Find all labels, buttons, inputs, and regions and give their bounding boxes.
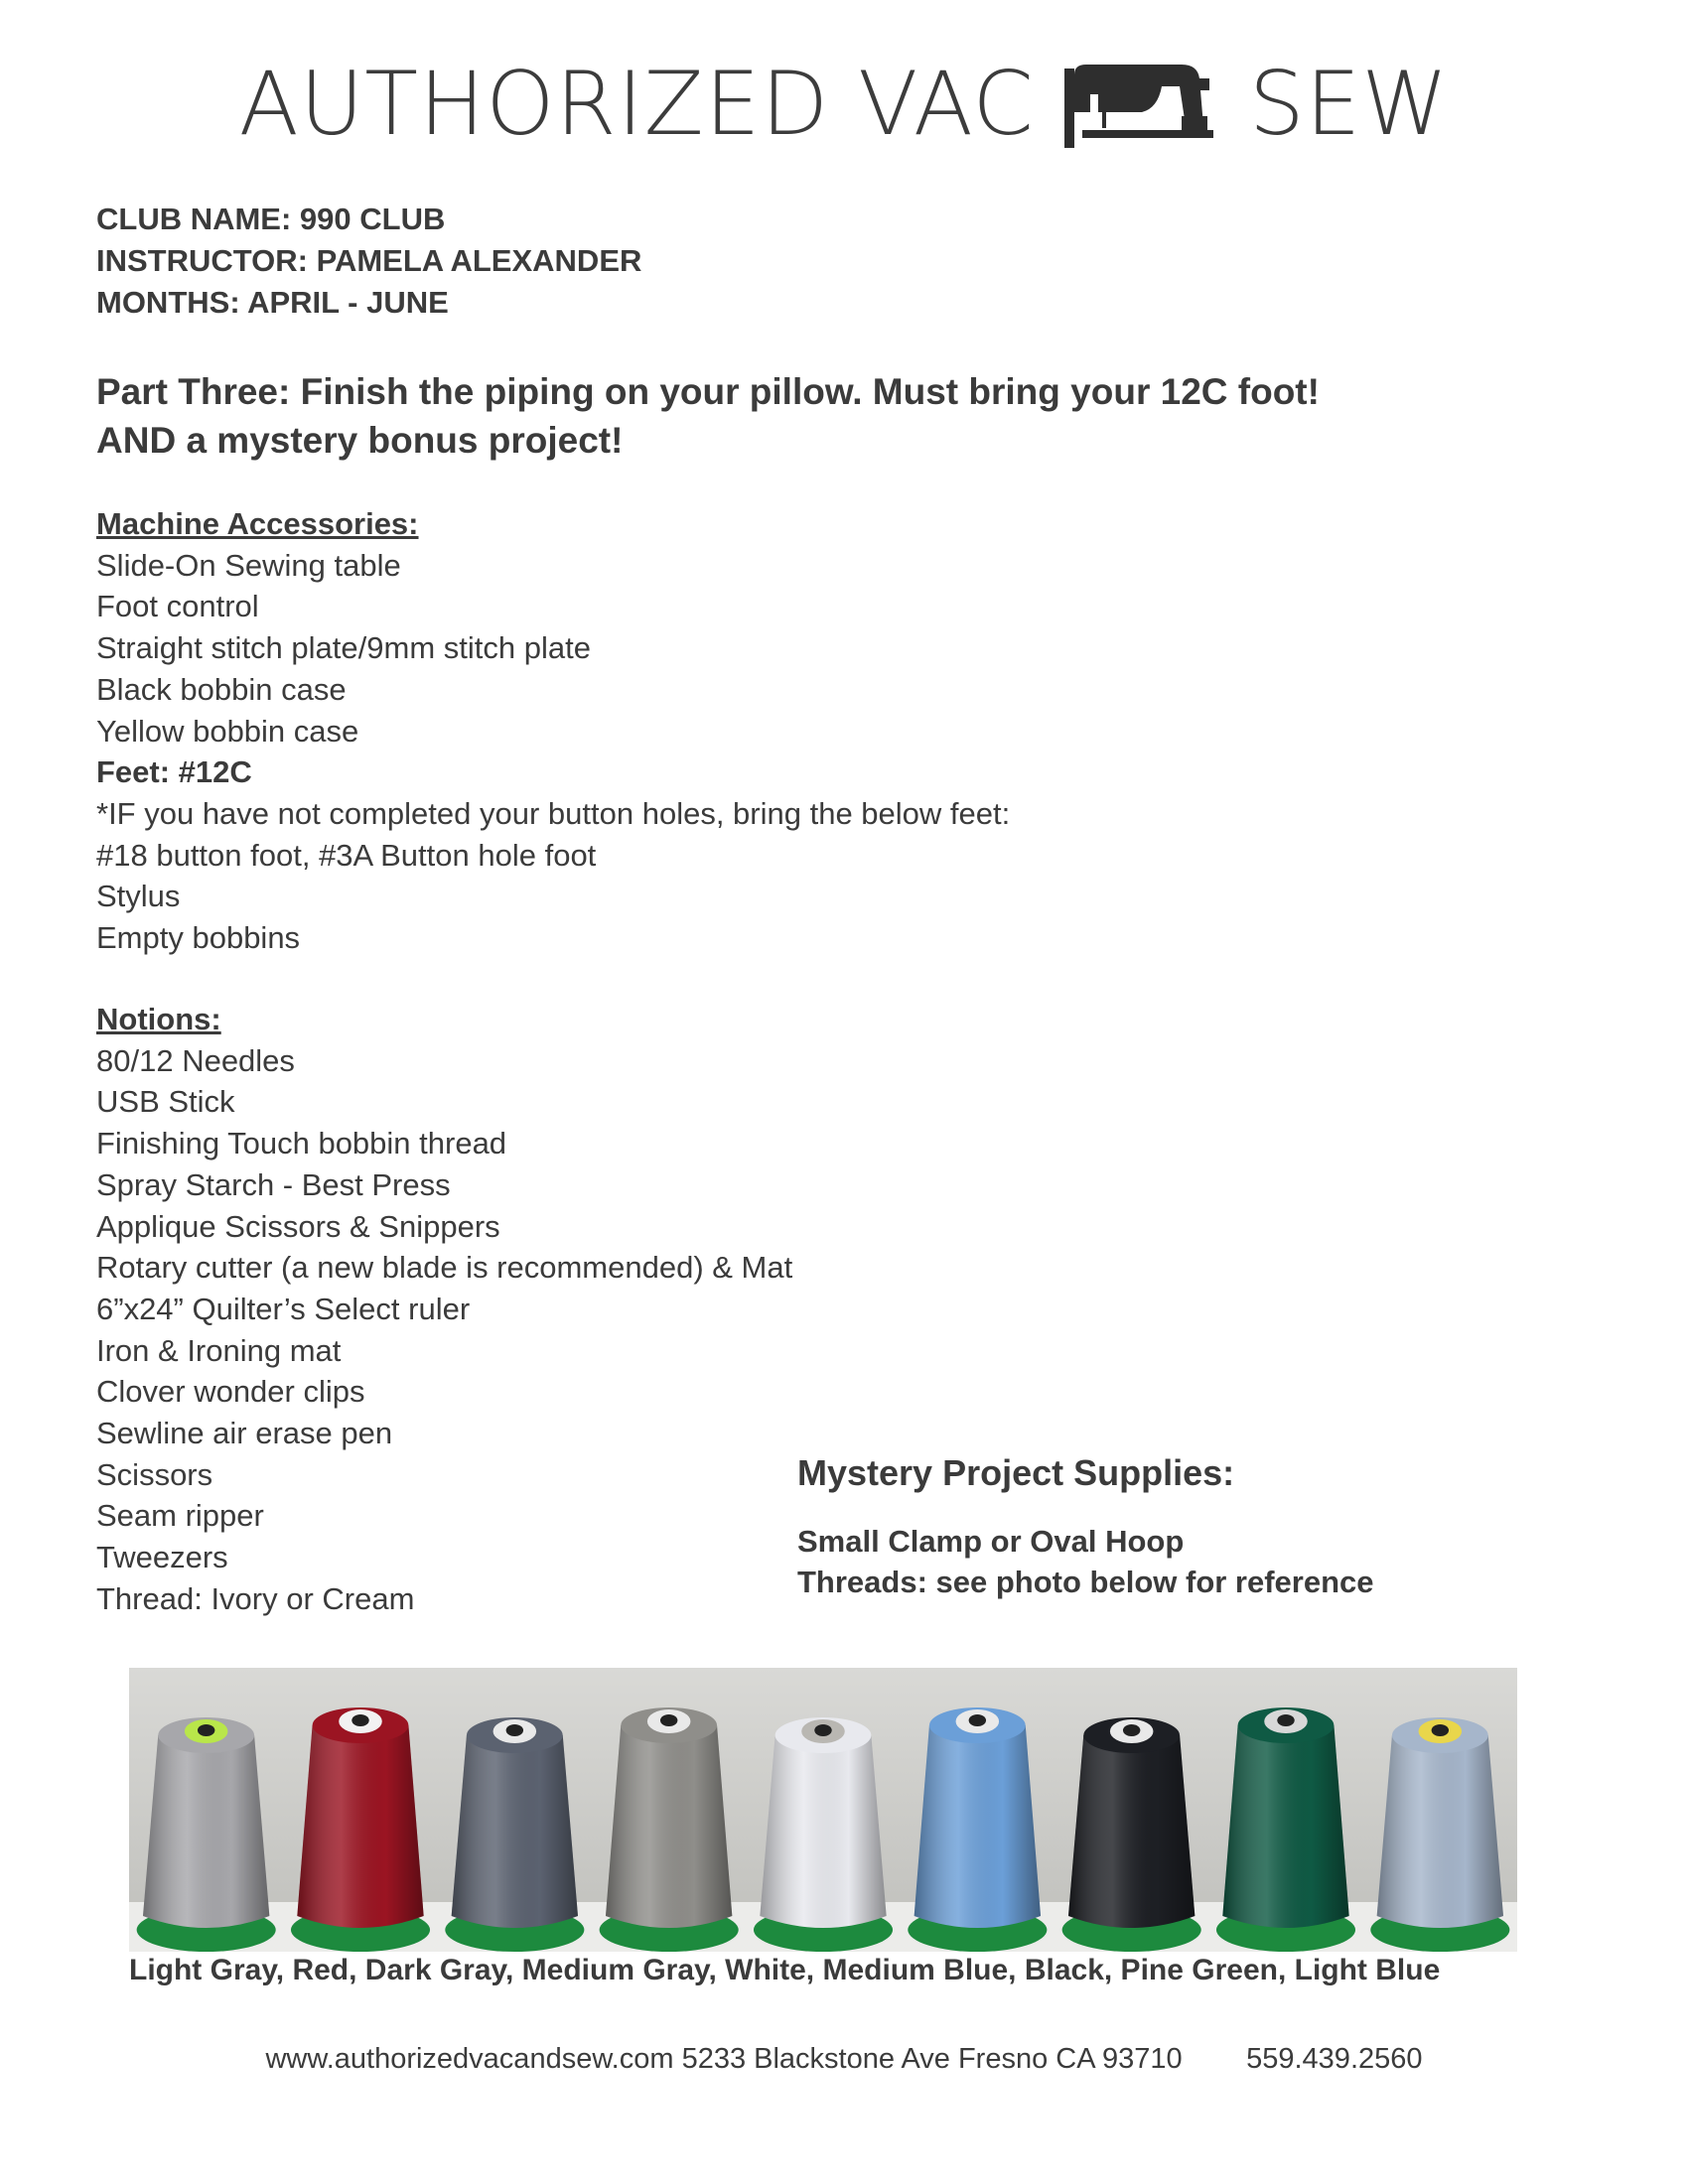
part-title-line-1: Part Three: Finish the piping on your pillow. Must bring your 12C foot!: [96, 371, 1320, 412]
brand-name-left: AUTHORIZED VAC: [238, 53, 1035, 155]
list-item: Clover wonder clips: [96, 1374, 365, 1410]
thread-spool: [137, 1717, 276, 1952]
thread-caption: Light Gray, Red, Dark Gray, Medium Gray, White, Medium Blue, Black, Pine Green, Light Blue: [129, 1954, 1441, 1986]
spool-hole: [1123, 1724, 1140, 1736]
mystery-project: [797, 1449, 1374, 1602]
months: MONTHS: APRIL - JUNE: [96, 285, 449, 320]
sewing-machine-icon: [1062, 57, 1221, 152]
list-item: Sewline air erase pen: [96, 1416, 393, 1451]
thread-spool: [1216, 1707, 1355, 1952]
machine-accessories: [96, 503, 1010, 959]
part-title: [96, 367, 1486, 465]
list-item: Slide-On Sewing table: [96, 547, 401, 583]
spool-shading: [914, 1725, 1041, 1928]
spool-hole: [969, 1714, 986, 1726]
instructor: INSTRUCTOR: PAMELA ALEXANDER: [96, 243, 642, 278]
list-item: Finishing Touch bobbin thread: [96, 1126, 507, 1161]
spool-hole: [814, 1724, 831, 1736]
list-item: Seam ripper: [96, 1498, 264, 1534]
list-item: Spray Starch - Best Press: [96, 1166, 451, 1202]
spool-shading: [760, 1735, 886, 1928]
notions: [96, 999, 792, 1620]
thread-spools-illustration: [129, 1668, 1517, 1952]
spool-hole: [660, 1714, 677, 1726]
spool-hole: [1432, 1724, 1449, 1736]
thread-spool: [1370, 1717, 1509, 1952]
list-item: Foot control: [96, 589, 259, 624]
machine-accessories-heading: Machine Accessories:: [96, 506, 419, 541]
notions-heading: Notions:: [96, 1002, 221, 1036]
list-item: 80/12 Needles: [96, 1042, 295, 1078]
list-item: #18 button foot, #3A Button hole foot: [96, 837, 597, 873]
spool-hole: [198, 1724, 214, 1736]
list-item: Stylus: [96, 879, 181, 914]
feet-label: Feet: #12C: [96, 754, 252, 790]
list-item: Rotary cutter (a new blade is recommended) & Mat: [96, 1250, 793, 1286]
mystery-supply-line-2: Threads: see photo below for reference: [797, 1565, 1374, 1599]
list-item: Straight stitch plate/9mm stitch plate: [96, 630, 591, 666]
list-item: Yellow bobbin case: [96, 713, 359, 749]
spool-hole: [352, 1714, 368, 1726]
spool-shading: [1377, 1735, 1503, 1928]
mystery-title: Mystery Project Supplies:: [797, 1452, 1235, 1493]
list-item: Black bobbin case: [96, 671, 347, 707]
list-item: USB Stick: [96, 1084, 235, 1120]
list-item: Thread: Ivory or Cream: [96, 1580, 415, 1616]
list-item: Iron & Ironing mat: [96, 1332, 342, 1368]
spool-hole: [506, 1724, 523, 1736]
club-name: CLUB NAME: 990 CLUB: [96, 202, 446, 236]
thread-spools-photo: [129, 1668, 1517, 1952]
club-info: [96, 199, 641, 324]
list-item: 6”x24” Quilter’s Select ruler: [96, 1291, 471, 1326]
spool-shading: [1222, 1725, 1348, 1928]
list-item: Scissors: [96, 1456, 213, 1492]
footer-contact: www.authorizedvacandsew.com 5233 Blackstone Ave Fresno CA 93710 559.439.2560: [265, 2043, 1423, 2075]
brand-name-right: SEW: [1248, 53, 1450, 155]
spool-shading: [606, 1725, 732, 1928]
spool-shading: [452, 1735, 578, 1928]
list-item: Applique Scissors & Snippers: [96, 1208, 500, 1244]
spool-shading: [1068, 1735, 1195, 1928]
thread-spool: [754, 1717, 893, 1952]
mystery-supply-line-1: Small Clamp or Oval Hoop: [797, 1524, 1185, 1559]
thread-spool: [908, 1707, 1047, 1952]
spool-shading: [297, 1725, 423, 1928]
list-item: Tweezers: [96, 1540, 228, 1575]
thread-spool: [1062, 1717, 1201, 1952]
thread-spool: [445, 1717, 584, 1952]
spool-hole: [1277, 1714, 1294, 1726]
thread-spool: [600, 1707, 739, 1952]
list-item: Empty bobbins: [96, 920, 301, 956]
list-item: *IF you have not completed your button holes, bring the below feet:: [96, 795, 1011, 831]
spool-shading: [143, 1735, 269, 1928]
thread-spool: [291, 1707, 430, 1952]
brand-header: [0, 40, 1688, 169]
part-title-line-2: AND a mystery bonus project!: [96, 420, 624, 461]
